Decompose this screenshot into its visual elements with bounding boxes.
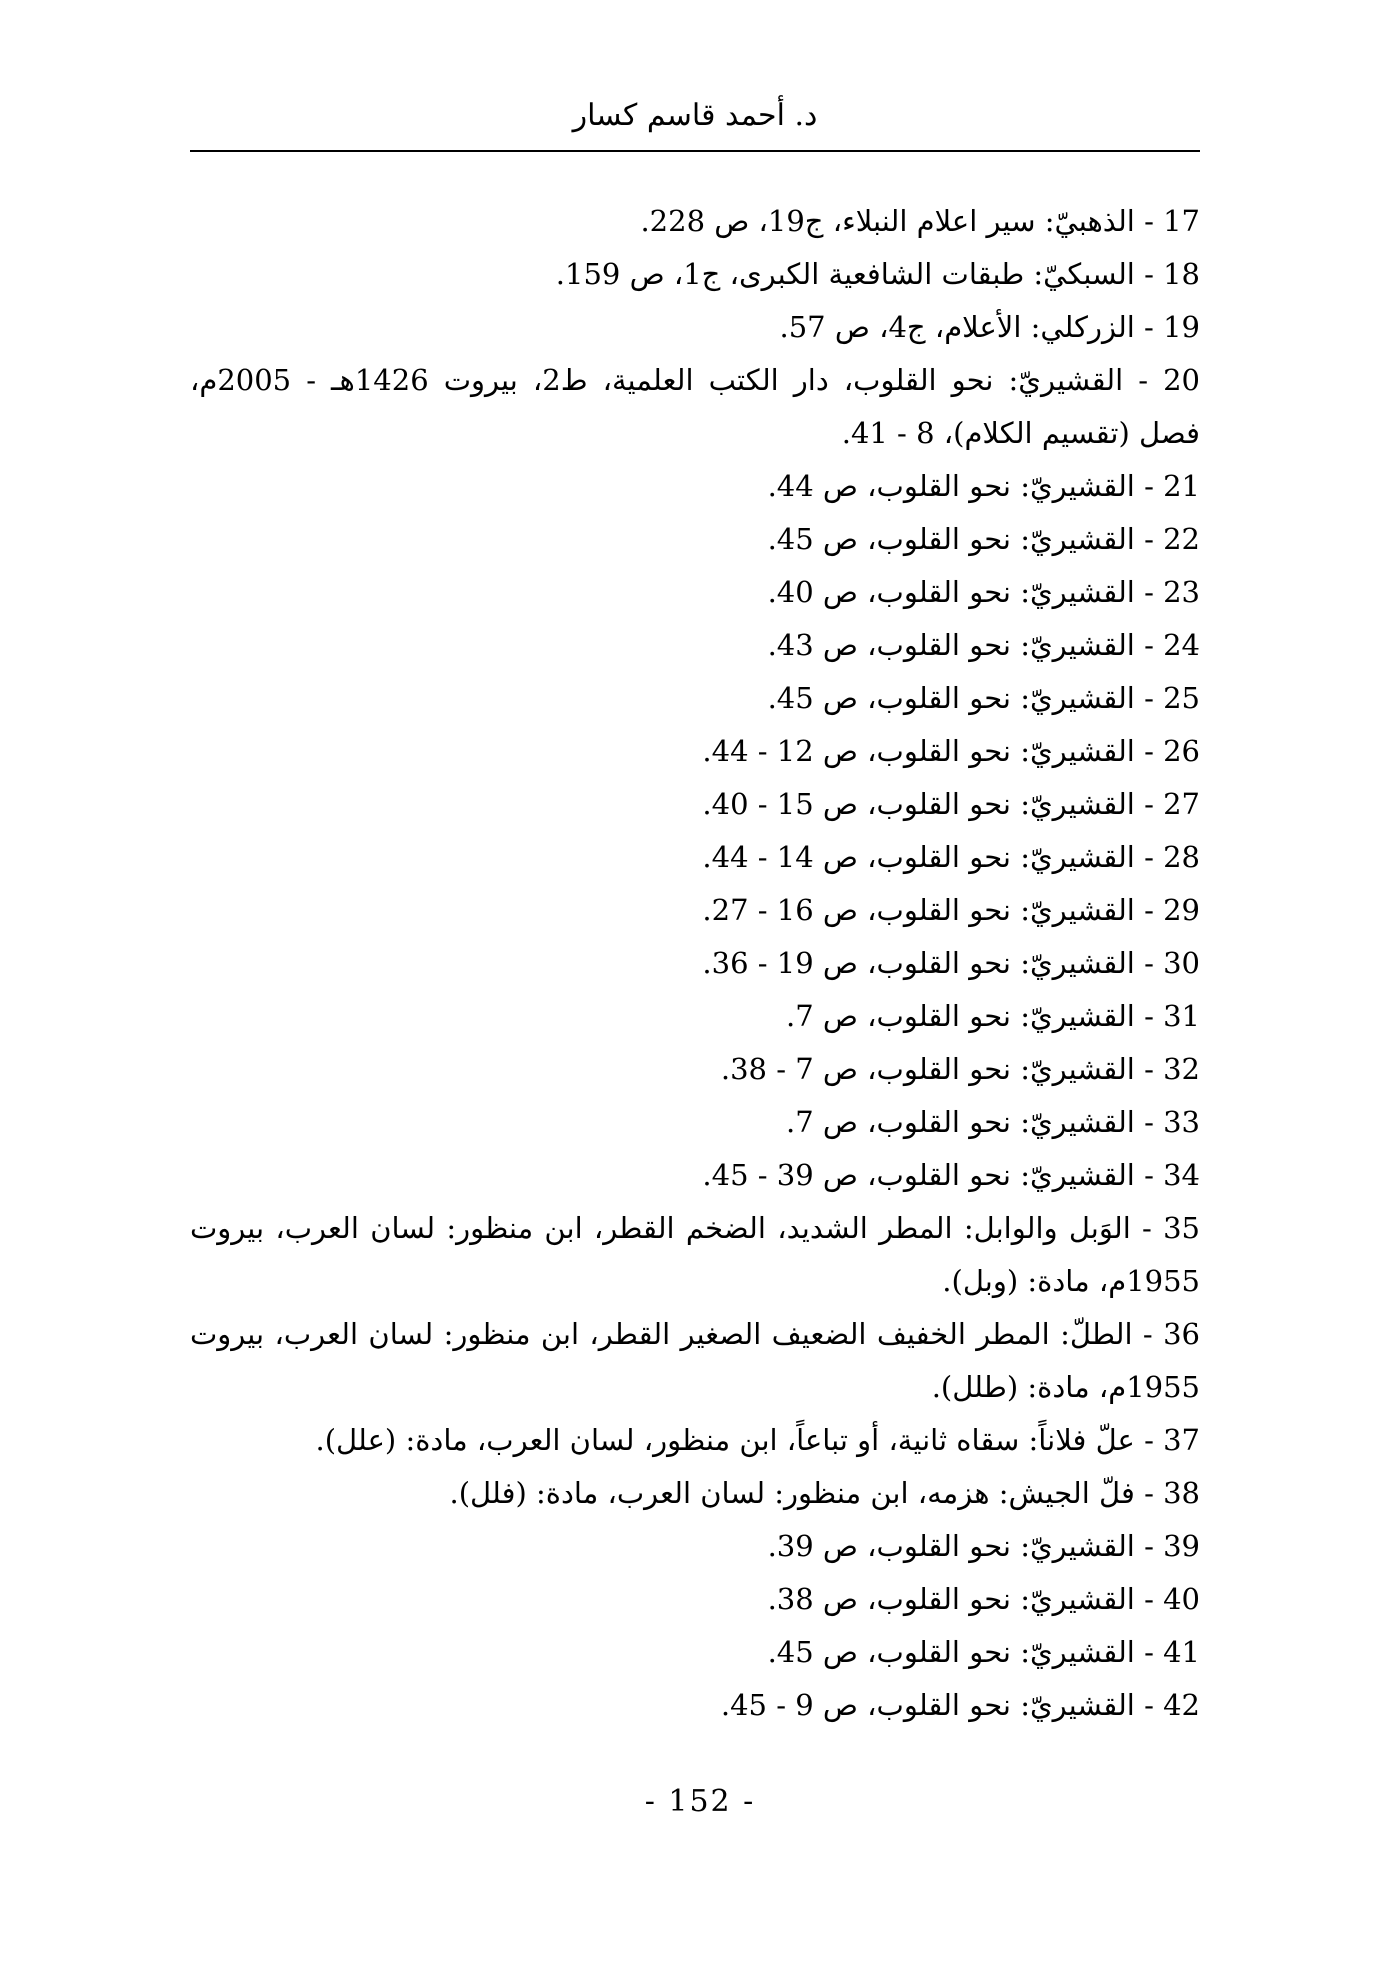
footnote-27: 27 - القشيريّ: نحو القلوب، ص 15 - 40.: [702, 787, 1200, 821]
footnote-31: 31 - القشيريّ: نحو القلوب، ص 7.: [786, 999, 1200, 1033]
footnote-36: 36 - الطلّ: المطر الخفيف الضعيف الصغير القطر، ابن منظور: لسان العرب، بيروت 1955م، مادة: (طلل).: [190, 1317, 1200, 1404]
footnote-24: 24 - القشيريّ: نحو القلوب، ص 43.: [767, 628, 1200, 662]
footnote-20: 20 - القشيريّ: نحو القلوب، دار الكتب العلمية، ط2، بيروت 1426هـ - 2005م، فصل (تقسيم الكلام)، 8 - 41.: [190, 363, 1200, 450]
footnote-26: 26 - القشيريّ: نحو القلوب، ص 12 - 44.: [702, 734, 1200, 768]
footnote-17: 17 - الذهبيّ: سير اعلام النبلاء، ج19، ص 228.: [640, 204, 1200, 238]
footnote-23: 23 - القشيريّ: نحو القلوب، ص 40.: [767, 575, 1200, 609]
footnote-40: 40 - القشيريّ: نحو القلوب، ص 38.: [767, 1582, 1200, 1616]
footnote-34: 34 - القشيريّ: نحو القلوب، ص 39 - 45.: [702, 1158, 1200, 1192]
footnotes-list: [190, 195, 1200, 1732]
footnote-42: 42 - القشيريّ: نحو القلوب، ص 9 - 45.: [720, 1688, 1200, 1722]
footnote-30: 30 - القشيريّ: نحو القلوب، ص 19 - 36.: [702, 946, 1200, 980]
footnote-19: 19 - الزركلي: الأعلام، ج4، ص 57.: [779, 310, 1200, 344]
footnote-33: 33 - القشيريّ: نحو القلوب، ص 7.: [786, 1105, 1200, 1139]
footnote-32: 32 - القشيريّ: نحو القلوب، ص 7 - 38.: [720, 1052, 1200, 1086]
footnote-28: 28 - القشيريّ: نحو القلوب، ص 14 - 44.: [702, 840, 1200, 874]
footnote-29: 29 - القشيريّ: نحو القلوب، ص 16 - 27.: [702, 893, 1200, 927]
footnote-38: 38 - فلّ الجيش: هزمه، ابن منظور: لسان العرب، مادة: (فلل).: [449, 1476, 1200, 1510]
footnote-37: 37 - علّ فلاناً: سقاه ثانية، أو تباعاً، ابن منظور، لسان العرب، مادة: (علل).: [315, 1423, 1200, 1457]
footnote-25: 25 - القشيريّ: نحو القلوب، ص 45.: [767, 681, 1200, 715]
footnote-39: 39 - القشيريّ: نحو القلوب، ص 39.: [767, 1529, 1200, 1563]
footnote-21: 21 - القشيريّ: نحو القلوب، ص 44.: [767, 469, 1200, 503]
header-divider: [190, 150, 1200, 152]
footnote-41: 41 - القشيريّ: نحو القلوب، ص 45.: [767, 1635, 1200, 1669]
footnote-22: 22 - القشيريّ: نحو القلوب، ص 45.: [767, 522, 1200, 556]
footnote-18: 18 - السبكيّ: طبقات الشافعية الكبرى، ج1، ص 159.: [555, 257, 1200, 291]
page-number: - 152 -: [644, 1784, 756, 1819]
footnote-35: 35 - الوَبل والوابل: المطر الشديد، الضخم القطر، ابن منظور: لسان العرب، بيروت 1955م، مادة: (وبل).: [190, 1211, 1200, 1298]
running-header-author: د. أحمد قاسم كسار: [572, 98, 818, 133]
